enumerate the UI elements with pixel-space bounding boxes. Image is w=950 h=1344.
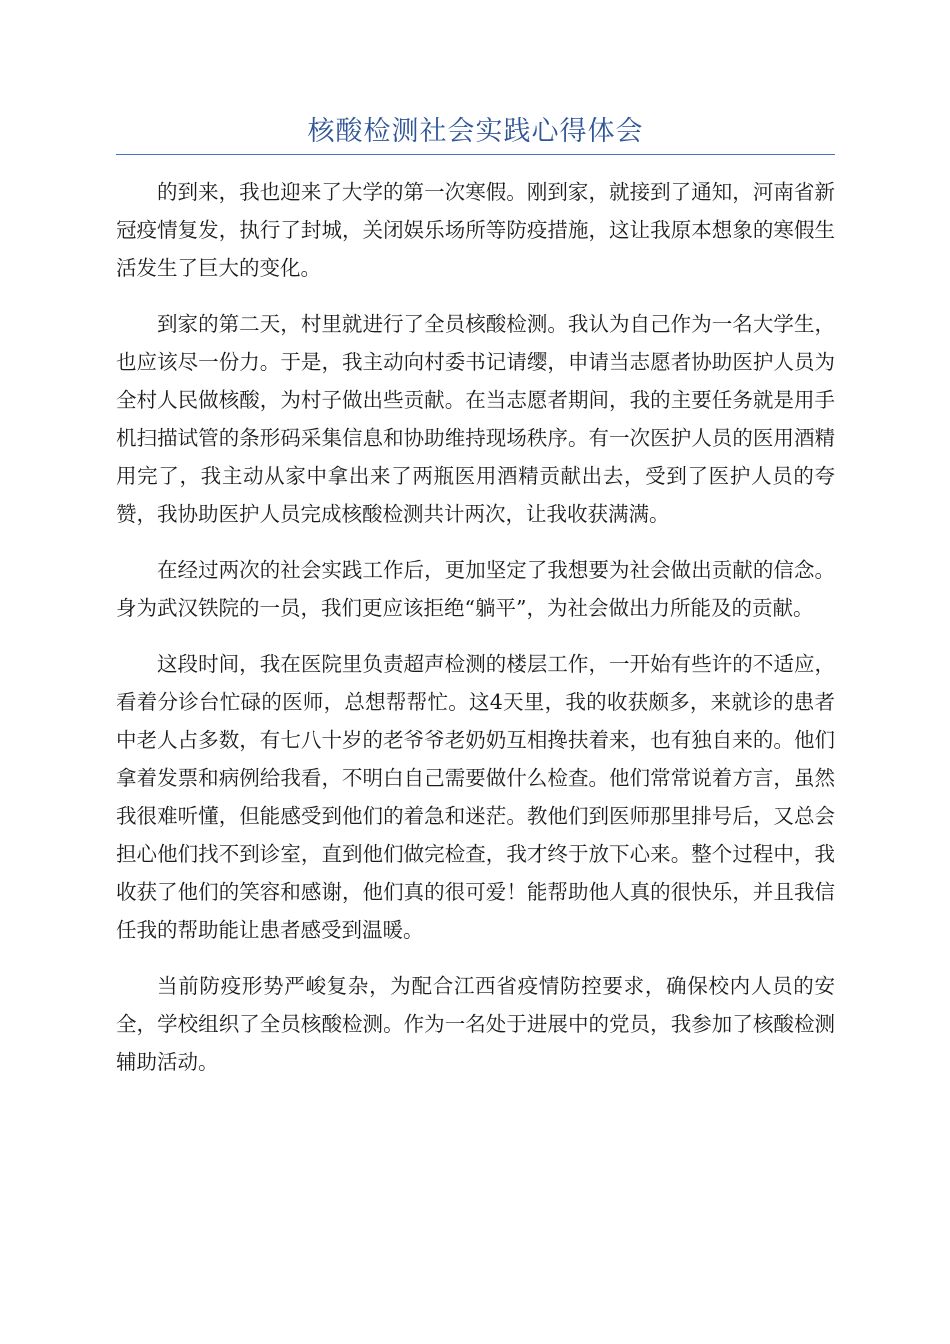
paragraph-4: 这段时间，我在医院里负责超声检测的楼层工作，一开始有些许的不适应，看着分诊台忙碌的医师，总想帮帮忙。这4天里，我的收获颇多，来就诊的患者中老人占多数，有七八十岁的老爷爷老奶奶互相搀扶着来，也有独自来的。他们拿着发票和病例给我看，不明白自己需要做什么检查。他们常常说着方言，虽然我很难听懂，但能感受到他们的着急和迷茫。教他们到医师那里排号后，又总会担心他们找不到诊室，直到他们做完检查，我才终于放下心来。整个过程中，我收获了他们的笑容和感谢，他们真的很可爱！能帮助他人真的很快乐，并且我信任我的帮助能让患者感受到温暖。 <box>116 652 835 942</box>
document-body <box>116 173 835 1099</box>
paragraph-3: 在经过两次的社会实践工作后，更加坚定了我想要为社会做出贡献的信念。身为武汉铁院的一员，我们更应该拒绝“躺平”，为社会做出力所能及的贡献。 <box>116 558 835 620</box>
title-underline-divider <box>116 154 835 155</box>
document-title: 核酸检测社会实践心得体会 <box>307 116 644 147</box>
paragraph-1: 的到来，我也迎来了大学的第一次寒假。刚到家，就接到了通知，河南省新冠疫情复发，执行了封城，关闭娱乐场所等防疫措施，这让我原本想象的寒假生活发生了巨大的变化。 <box>116 180 835 280</box>
paragraph-2: 到家的第二天，村里就进行了全员核酸检测。我认为自己作为一名大学生，也应该尽一份力。于是，我主动向村委书记请缨，申请当志愿者协助医护人员为全村人民做核酸，为村子做出些贡献。在当志愿者期间，我的主要任务就是用手机扫描试管的条形码采集信息和协助维持现场秩序。有一次医护人员的医用酒精用完了，我主动从家中拿出来了两瓶医用酒精贡献出去，受到了医护人员的夸赞，我协助医护人员完成核酸检测共计两次，让我收获满满。 <box>116 312 835 526</box>
paragraph-5: 当前防疫形势严峻复杂，为配合江西省疫情防控要求，确保校内人员的安全，学校组织了全员核酸检测。作为一名处于进展中的党员，我参加了核酸检测辅助活动。 <box>116 974 835 1074</box>
